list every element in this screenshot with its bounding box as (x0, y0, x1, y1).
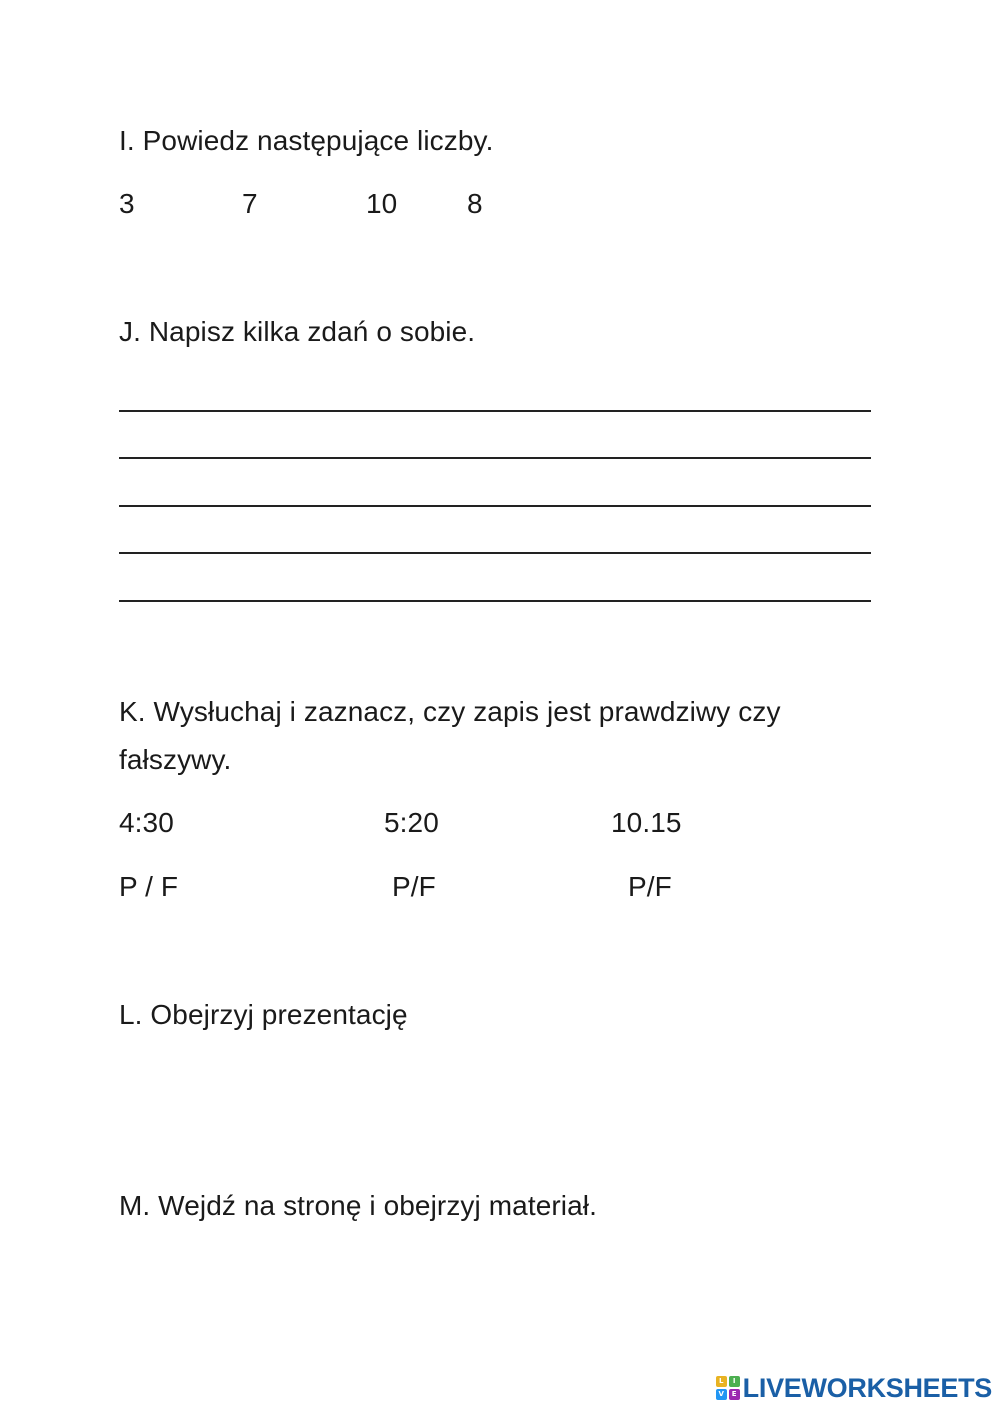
writing-line[interactable] (119, 410, 871, 412)
true-false-option[interactable]: P/F (628, 871, 672, 902)
time-item: 4:30 (119, 807, 174, 838)
writing-line[interactable] (119, 600, 871, 602)
time-item: 5:20 (384, 807, 439, 838)
liveworksheets-logo (716, 1373, 992, 1403)
time-item: 10.15 (611, 807, 682, 838)
logo-tile: V (716, 1389, 727, 1400)
liveworksheets-icon (716, 1376, 740, 1400)
logo-tile: L (716, 1376, 727, 1387)
number-item: 8 (467, 188, 483, 219)
writing-line[interactable] (119, 505, 871, 507)
logo-tile: I (729, 1376, 740, 1387)
writing-line[interactable] (119, 552, 871, 554)
true-false-option[interactable]: P / F (119, 871, 179, 902)
logo-tile: E (729, 1389, 740, 1400)
number-item: 7 (242, 188, 258, 219)
number-item: 10 (366, 188, 398, 219)
section-m-heading: M. Wejdź na stronę i obejrzyj materiał. (119, 1190, 597, 1221)
liveworksheets-wordmark: LIVEWORKSHEETS (742, 1372, 992, 1403)
section-k-heading: K. Wysłuchaj i zaznacz, czy zapis jest prawdziwy czy (119, 696, 781, 727)
number-item: 3 (119, 188, 135, 219)
writing-line[interactable] (119, 457, 871, 459)
section-k-heading-cont: fałszywy. (119, 744, 232, 775)
section-l-heading: L. Obejrzyj prezentację (119, 999, 408, 1030)
section-i-heading: I. Powiedz następujące liczby. (119, 125, 494, 156)
true-false-option[interactable]: P/F (392, 871, 436, 902)
section-j-heading: J. Napisz kilka zdań o sobie. (119, 316, 476, 347)
